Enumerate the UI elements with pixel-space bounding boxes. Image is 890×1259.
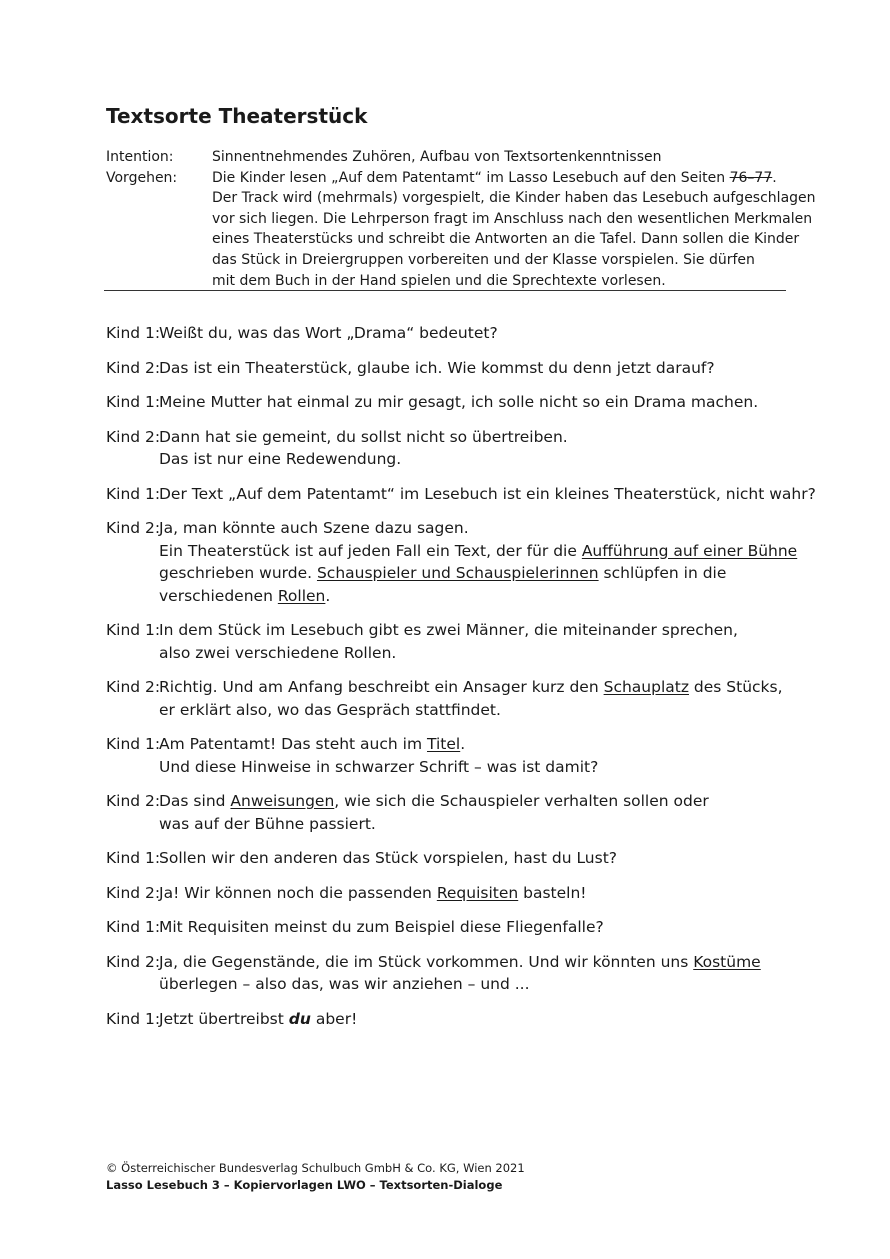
- dialog-turn: [106, 619, 796, 664]
- speech-line: [159, 540, 796, 563]
- speaker-label: Kind 2:: [106, 678, 161, 696]
- speech-segment: Das sind: [159, 792, 231, 810]
- intention-row: [106, 147, 788, 168]
- speaker-label: Kind 1:: [106, 1009, 161, 1028]
- speech-segment: Am Patentamt! Das steht auch im: [159, 735, 427, 753]
- dialog-list: [106, 322, 816, 1042]
- speech-segment: Richtig. Und am Anfang beschreibt ein Ansager kurz den: [159, 678, 604, 696]
- underlined-term: Anweisungen: [230, 792, 335, 810]
- page-footer: [106, 1160, 525, 1194]
- underlined-term: Kostüme: [693, 952, 761, 971]
- speech-text: [159, 357, 796, 380]
- vorgehen-line: [212, 168, 788, 189]
- vorgehen-line-end: .: [772, 169, 777, 186]
- speech-text: [159, 676, 796, 721]
- dialog-turn: [106, 790, 796, 835]
- speech-segment: Und diese Hinweise in schwarzer Schrift – was ist damit?: [159, 757, 599, 776]
- vorgehen-line: mit dem Buch in der Hand spielen und die Sprechtexte vorlesen.: [212, 272, 666, 289]
- speech-text: [159, 426, 796, 471]
- underlined-term: Schauspieler und Schauspielerinnen: [316, 564, 599, 582]
- speech-text: [159, 391, 796, 414]
- speaker-label: Kind 1:: [106, 484, 161, 503]
- speech-line: [159, 562, 796, 585]
- speech-line: [159, 813, 796, 836]
- speech-segment: Dann hat sie gemeint, du sollst nicht so übertreiben.: [159, 427, 568, 446]
- speech-line: [159, 916, 796, 939]
- speaker-label: Kind 1:: [106, 918, 161, 936]
- speaker-label: Kind 1:: [106, 735, 161, 753]
- dialog-turn: [106, 1008, 796, 1031]
- speech-segment: Weißt du, was das Wort „Drama“ bedeutet?: [159, 324, 498, 342]
- dialog-turn: [106, 847, 796, 870]
- dialog-turn: [106, 951, 796, 996]
- speech-line: [159, 756, 796, 779]
- speaker-label: Kind 1:: [106, 621, 161, 639]
- speech-segment: Mit Requisiten meinst du zum Beispiel diese Fliegenfalle?: [159, 918, 604, 936]
- speech-text: [159, 322, 796, 345]
- speech-line: [159, 585, 796, 608]
- speaker-label: Kind 2:: [106, 792, 161, 810]
- speech-line: [159, 517, 796, 540]
- speech-line: [159, 619, 796, 642]
- dialog-turn: [106, 483, 816, 506]
- speech-line: [159, 357, 796, 380]
- speech-segment: Der Text „Auf dem Patentamt“ im Lesebuch ist ein kleines Theaterstück, nicht wahr?: [159, 484, 816, 503]
- speech-line: [159, 790, 796, 813]
- series-title: Lasso Lesebuch 3 – Kopiervorlagen LWO – Textsorten-Dialoge: [106, 1178, 503, 1192]
- dialog-turn: [106, 916, 796, 939]
- speech-line: [159, 882, 796, 905]
- speech-text: [159, 517, 796, 607]
- speech-line: [159, 426, 796, 449]
- underlined-term: Aufführung auf einer Bühne: [581, 541, 798, 560]
- speech-segment: überlegen – also das, was wir anziehen – und ...: [159, 975, 530, 993]
- speech-line: [159, 483, 816, 506]
- dialog-turn: [106, 733, 796, 778]
- dialog-turn: [106, 517, 796, 607]
- speaker-label: Kind 2:: [106, 952, 161, 971]
- speech-segment: schlüpfen in die: [598, 564, 727, 582]
- speech-segment: In dem Stück im Lesebuch gibt es zwei Männer, die miteinander sprechen,: [159, 621, 738, 639]
- dialog-turn: [106, 882, 796, 905]
- speech-segment: basteln!: [518, 883, 587, 902]
- speech-line: [159, 448, 796, 471]
- vorgehen-text: [212, 168, 816, 292]
- speech-segment: Ein Theaterstück ist auf jeden Fall ein Text, der für die: [159, 541, 582, 560]
- intention-label: Intention:: [106, 149, 174, 165]
- speaker-label: Kind 1:: [106, 393, 161, 411]
- speech-text: [159, 733, 796, 778]
- underlined-term: Rollen: [277, 586, 326, 605]
- vorgehen-row: [106, 168, 816, 292]
- speech-segment: Jetzt übertreibst: [159, 1009, 289, 1028]
- instructions-block: [106, 147, 816, 291]
- underlined-term: Titel: [427, 735, 461, 753]
- speech-line: [159, 1008, 796, 1031]
- speech-segment: Sollen wir den anderen das Stück vorspielen, hast du Lust?: [159, 849, 618, 867]
- vorgehen-line: eines Theaterstücks und schreibt die Antworten an die Tafel. Dann sollen die Kinder: [212, 231, 800, 248]
- vorgehen-line: Der Track wird (mehrmals) vorgespielt, die Kinder haben das Lesebuch aufgeschlagen: [212, 190, 816, 207]
- page-title: Textsorte Theaterstück: [106, 104, 368, 128]
- speech-segment: geschrieben wurde.: [159, 564, 317, 582]
- dialog-turn: [106, 676, 796, 721]
- speech-segment: aber!: [310, 1009, 358, 1028]
- speech-text: [159, 483, 816, 506]
- speech-line: [159, 391, 796, 414]
- speech-segment: Ja, man könnte auch Szene dazu sagen.: [159, 519, 469, 537]
- speech-line: [159, 951, 796, 974]
- vorgehen-line-text: Die Kinder lesen „Auf dem Patentamt“ im Lasso Lesebuch auf den Seiten: [212, 169, 730, 186]
- speech-text: [159, 916, 796, 939]
- speech-text: [159, 951, 796, 996]
- speech-segment: des Stücks,: [688, 678, 783, 696]
- speaker-label: Kind 1:: [106, 849, 161, 867]
- speech-text: [159, 619, 796, 664]
- speech-line: [159, 847, 796, 870]
- speech-segment: Das ist nur eine Redewendung.: [159, 450, 402, 468]
- dialog-turn: [106, 357, 796, 380]
- speaker-label: Kind 2:: [106, 358, 161, 377]
- divider-line: [104, 290, 786, 291]
- speech-line: [159, 322, 796, 345]
- speech-line: [159, 676, 796, 699]
- vorgehen-line: das Stück in Dreiergruppen vorbereiten und der Klasse vorspielen. Sie dürfen: [212, 251, 755, 268]
- vorgehen-line: vor sich liegen. Die Lehrperson fragt im Anschluss nach den wesentlichen Merkmalen: [212, 210, 813, 227]
- copyright-notice: © Österreichischer Bundesverlag Schulbuch GmbH & Co. KG, Wien 2021: [106, 1161, 525, 1175]
- speech-line: [159, 733, 796, 756]
- speech-segment: also zwei verschiedene Rollen.: [159, 643, 397, 662]
- speech-text: [159, 1008, 796, 1031]
- speech-segment: Ja! Wir können noch die passenden: [159, 883, 437, 902]
- vorgehen-label: Vorgehen:: [106, 169, 178, 186]
- dialog-turn: [106, 426, 796, 471]
- speech-segment: .: [460, 735, 466, 753]
- speech-text: [159, 882, 796, 905]
- emphasized-word: du: [288, 1009, 311, 1028]
- dialog-turn: [106, 322, 796, 345]
- speaker-label: Kind 2:: [106, 883, 161, 902]
- speech-segment: , wie sich die Schauspieler verhalten sollen oder: [334, 792, 709, 810]
- underlined-term: Schauplatz: [603, 678, 689, 696]
- speaker-label: Kind 1:: [106, 324, 161, 342]
- speech-segment: .: [325, 586, 331, 605]
- speech-text: [159, 790, 796, 835]
- speech-segment: Ja, die Gegenstände, die im Stück vorkommen. Und wir könnten uns: [159, 952, 694, 971]
- speech-segment: verschiedenen: [159, 586, 278, 605]
- speech-segment: Meine Mutter hat einmal zu mir gesagt, ich solle nicht so ein Drama machen.: [159, 393, 759, 411]
- speech-segment: er erklärt also, wo das Gespräch stattfindet.: [159, 700, 501, 719]
- speaker-label: Kind 2:: [106, 519, 161, 537]
- dialog-turn: [106, 391, 796, 414]
- speech-segment: was auf der Bühne passiert.: [159, 814, 376, 833]
- page-numbers-struck: 76–77: [729, 169, 773, 186]
- speech-line: [159, 699, 796, 722]
- speaker-label: Kind 2:: [106, 427, 161, 446]
- speech-line: [159, 642, 796, 665]
- speech-line: [159, 973, 796, 996]
- intention-text: Sinnentnehmendes Zuhören, Aufbau von Textsortenkenntnissen: [212, 149, 662, 165]
- speech-segment: Das ist ein Theaterstück, glaube ich. Wie kommst du denn jetzt darauf?: [159, 358, 715, 377]
- underlined-term: Requisiten: [436, 883, 519, 902]
- speech-text: [159, 847, 796, 870]
